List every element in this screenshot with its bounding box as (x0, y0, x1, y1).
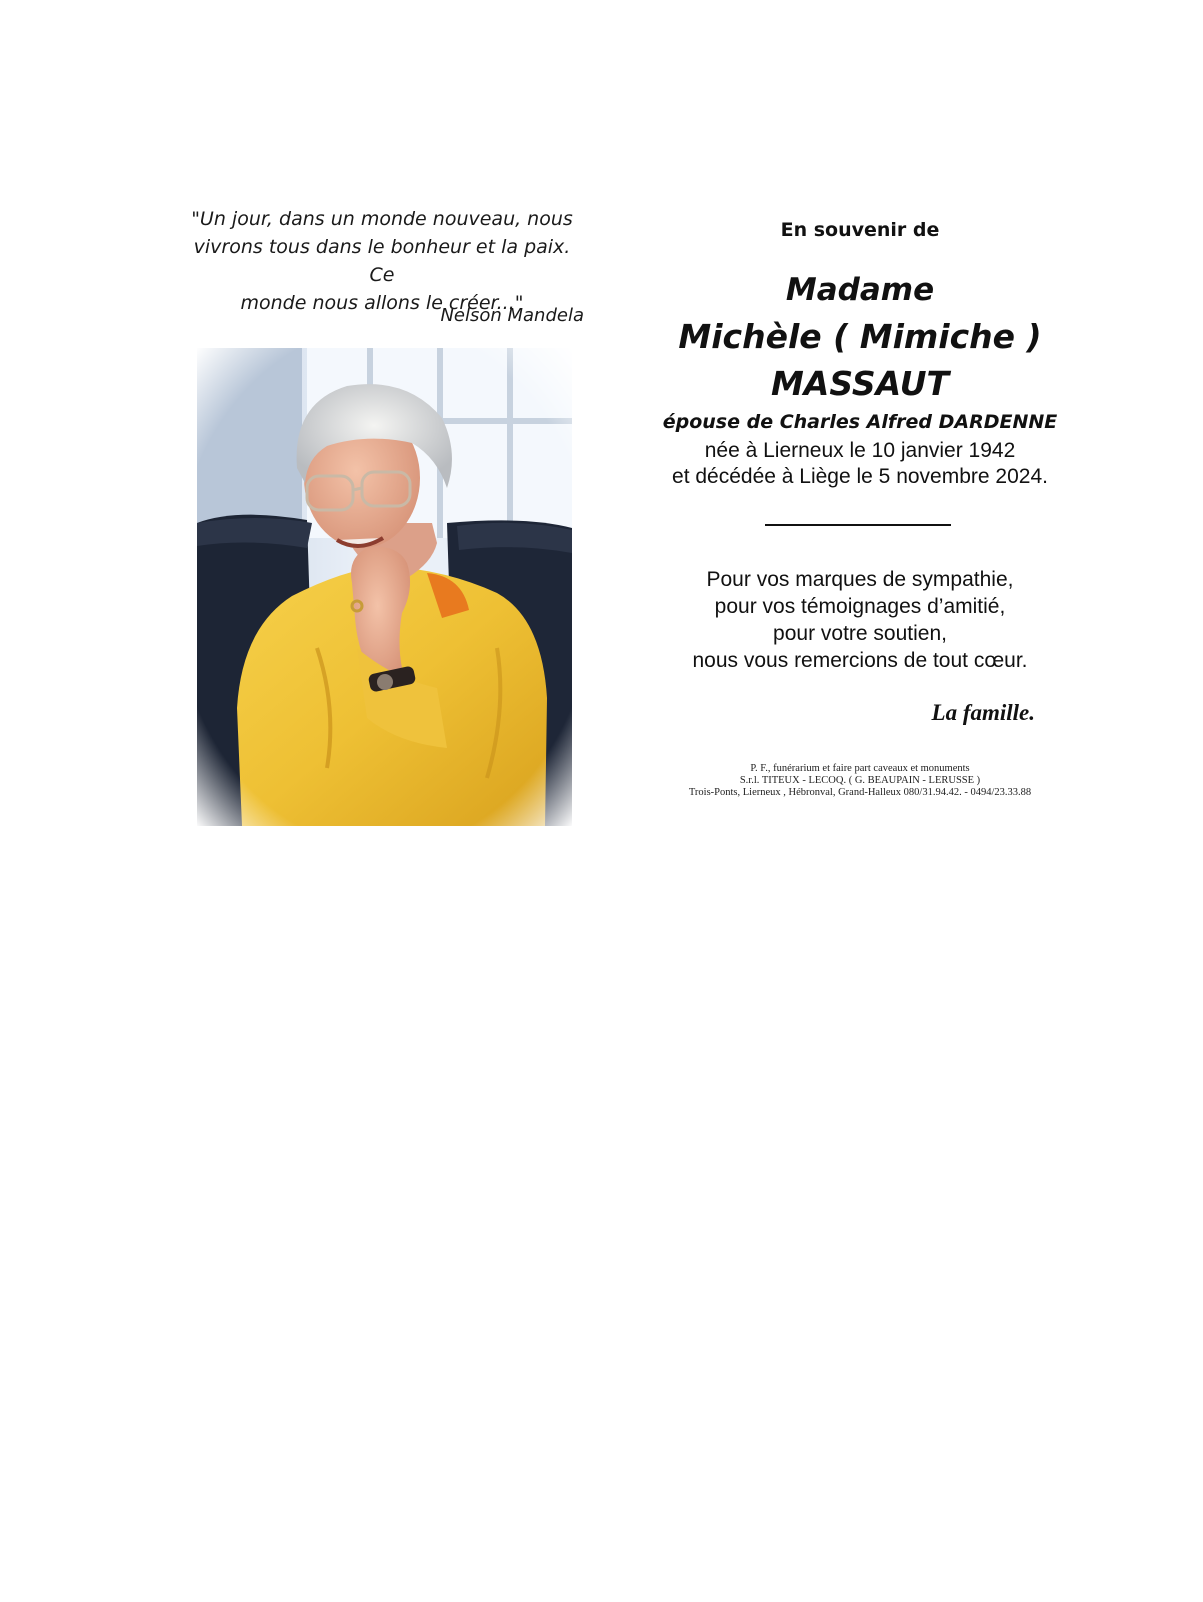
thanks-line: pour vos témoignages d’amitié, (714, 595, 1006, 618)
family-signature: La famille. (931, 700, 1035, 725)
separator-line (765, 524, 951, 526)
quote (180, 205, 584, 317)
thanks-line: nous vous remercions de tout cœur. (692, 649, 1028, 672)
deceased-surname: MASSAUT (770, 364, 950, 403)
footer-line: Trois-Ponts, Lierneux , Hébronval, Grand-Halleux 080/31.94.42. - 0494/23.33.88 (688, 787, 1032, 798)
birth-line: née à Lierneux le 10 janvier 1942 (704, 439, 1016, 462)
thanks-message (640, 566, 1080, 674)
intro-text: En souvenir de (780, 219, 940, 241)
death-line: et décédée à Liège le 5 novembre 2024. (672, 465, 1048, 488)
portrait-illustration (197, 348, 572, 826)
honorific: Madame (785, 272, 935, 308)
portrait-photo (197, 348, 572, 826)
thanks-line: Pour vos marques de sympathie, (706, 568, 1014, 591)
quote-line: vivrons tous dans le bonheur et la paix. Ce (193, 236, 571, 286)
spouse-line: épouse de Charles Alfred DARDENNE (662, 411, 1058, 433)
footer-line: S.r.l. TITEUX - LECOQ. ( G. BEAUPAIN - LERUSSE ) (739, 775, 981, 786)
quote-line: "Un jour, dans un monde nouveau, nous (191, 208, 573, 230)
quote-author: Nelson Mandela (440, 305, 584, 326)
thanks-line: pour votre soutien, (773, 622, 947, 645)
funeral-home-footer (640, 763, 1080, 799)
footer-line: P. F., funérarium et faire part caveaux et monuments (750, 763, 970, 774)
quote-line: monde nous allons le créer..." (240, 292, 524, 314)
deceased-full-name: Michèle ( Mimiche ) (678, 317, 1042, 356)
